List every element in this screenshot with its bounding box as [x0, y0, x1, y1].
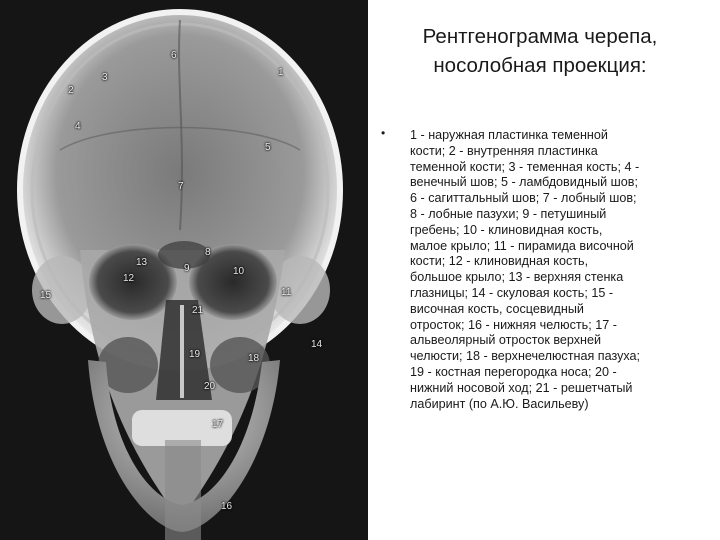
legend-line: отросток; 16 - нижняя челюсть; 17 -	[410, 317, 617, 332]
marker-19: 19	[189, 349, 201, 360]
legend-line: кости; 12 - клиновидная кость,	[410, 254, 589, 269]
marker-17: 17	[212, 419, 224, 430]
marker-11: 11	[281, 287, 292, 298]
bullet-icon: •	[381, 126, 386, 140]
legend-line: гребень; 10 - клиновидная кость,	[410, 222, 603, 237]
legend-line: челюсти; 18 - верхнечелюстная пазуха;	[410, 349, 641, 364]
legend-line: височная кость, сосцевидный	[410, 301, 584, 316]
marker-14: 14	[311, 339, 323, 350]
marker-9: 9	[184, 263, 190, 274]
marker-4: 4	[75, 121, 81, 132]
marker-12: 12	[123, 273, 135, 284]
legend-line: 6 - сагиттальный шов; 7 - лобный шов;	[410, 191, 637, 206]
legend-line: лабиринт (по А.Ю. Васильеву)	[410, 396, 589, 411]
legend-line: большое крыло; 13 - верхняя стенка	[410, 270, 624, 285]
legend-line: глазницы; 14 - скуловая кость; 15 -	[410, 285, 614, 300]
legend-text	[410, 128, 715, 412]
marker-6: 6	[171, 50, 177, 61]
legend-line: нижний носовой ход; 21 - решетчатый	[410, 380, 633, 395]
legend-line: венечный шов; 5 - ламбдовидный шов;	[410, 175, 638, 190]
slide-title	[384, 22, 696, 80]
marker-21: 21	[192, 305, 204, 316]
legend-line: альвеолярный отросток верхней	[410, 333, 602, 348]
marker-13: 13	[136, 257, 148, 268]
marker-8: 8	[205, 247, 211, 258]
slide-title-line-2: носолобная проекция:	[433, 54, 647, 77]
legend-line: 19 - костная перегородка носа; 20 -	[410, 364, 617, 379]
marker-5: 5	[265, 142, 271, 153]
marker-7: 7	[178, 181, 184, 192]
marker-18: 18	[248, 353, 260, 364]
legend-line: теменной кости; 3 - теменная кость; 4 -	[410, 159, 640, 174]
marker-20: 20	[204, 381, 216, 392]
marker-15: 15	[40, 290, 52, 301]
marker-16: 16	[221, 501, 233, 512]
slide-title-line-1: Рентгенограмма черепа,	[422, 25, 658, 48]
legend-line: 1 - наружная пластинка теменной	[410, 128, 608, 142]
marker-3: 3	[102, 72, 108, 83]
marker-10: 10	[233, 266, 245, 277]
marker-2: 2	[68, 85, 74, 96]
legend-line: кости; 2 - внутренняя пластинка	[410, 143, 598, 158]
legend-line: 8 - лобные пазухи; 9 - петушиный	[410, 206, 607, 221]
marker-1: 1	[278, 67, 284, 78]
legend-line: малое крыло; 11 - пирамида височной	[410, 238, 634, 253]
